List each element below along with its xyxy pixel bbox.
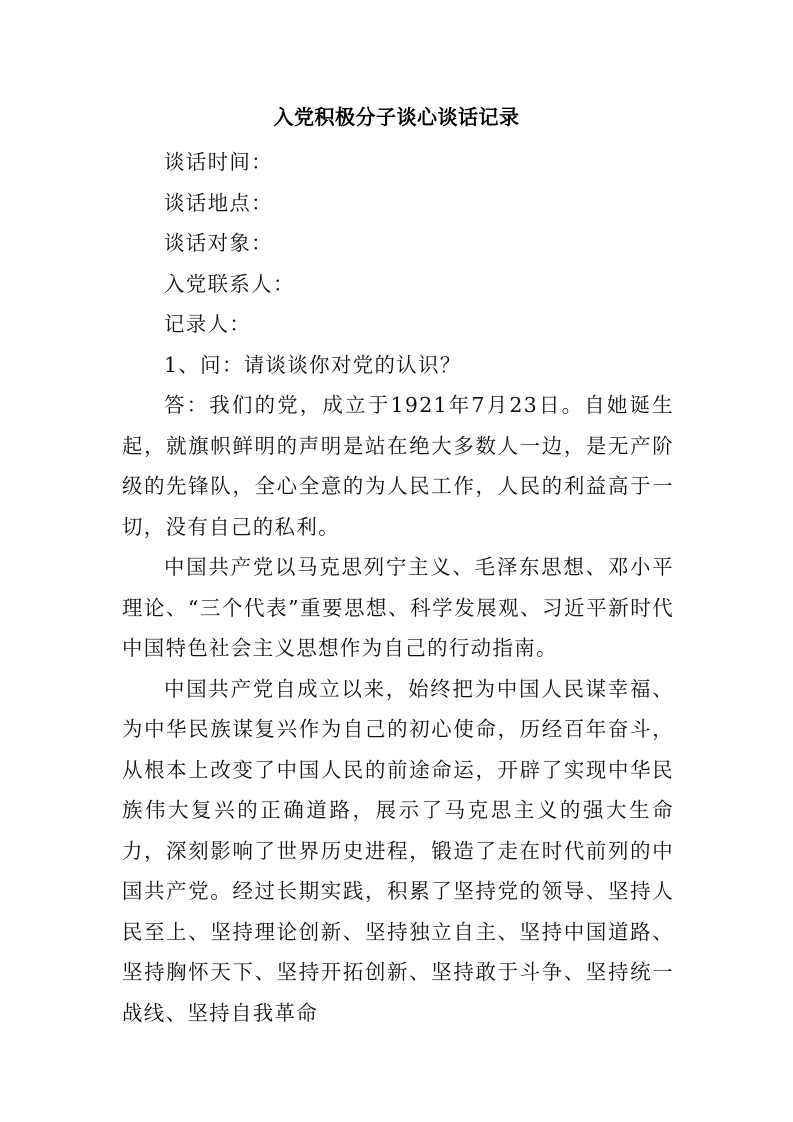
field-talk-target: 谈话对象： [164, 231, 273, 255]
field-party-contact: 入党联系人： [164, 271, 295, 296]
field-talk-location: 谈话地点： [164, 190, 273, 215]
document-title: 入党积极分子谈心谈话记录 [273, 105, 520, 129]
question-1: 1、问：请谈谈你对党的认识？ [164, 352, 462, 377]
answer-paragraph-3: 中国共产党自成立以来，始终把为中国人民谋幸福、为中华民族谋复兴作为自己的初心使命，历经百年奋斗，从根本上改变了中国人民的前途命运，开辟了实现中华民族伟大复兴的正确道路，展示了马克思主义的强大生命力，深刻影响了世界历史进程，锻造了走在时代前列的中国共产党。经过长期实践，积累了坚持党的领导、坚持人民至上、坚持理论创新、坚持独立自主、坚持中国道路、坚持胸怀天下、坚持开拓创新、坚持敢于斗争、坚持统一战线、坚持自我革命 [122, 676, 674, 1025]
field-recorder: 记录人： [164, 312, 252, 336]
document-body [122, 142, 674, 1033]
answer-paragraph-2: 中国共产党以马克思列宁主义、毛泽东思想、邓小平理论、“三个代表”重要思想、科学发展观、习近平新时代中国特色社会主义思想作为自己的行动指南。 [122, 555, 674, 660]
field-talk-time: 谈话时间： [164, 150, 273, 174]
answer-paragraph-1: 答：我们的党，成立于1921年7月23日。自她诞生起，就旗帜鲜明的声明是站在绝大多数人一边，是无产阶级的先锋队，全心全意的为人民工作，人民的利益高于一切，没有自己的私利。 [122, 393, 674, 539]
